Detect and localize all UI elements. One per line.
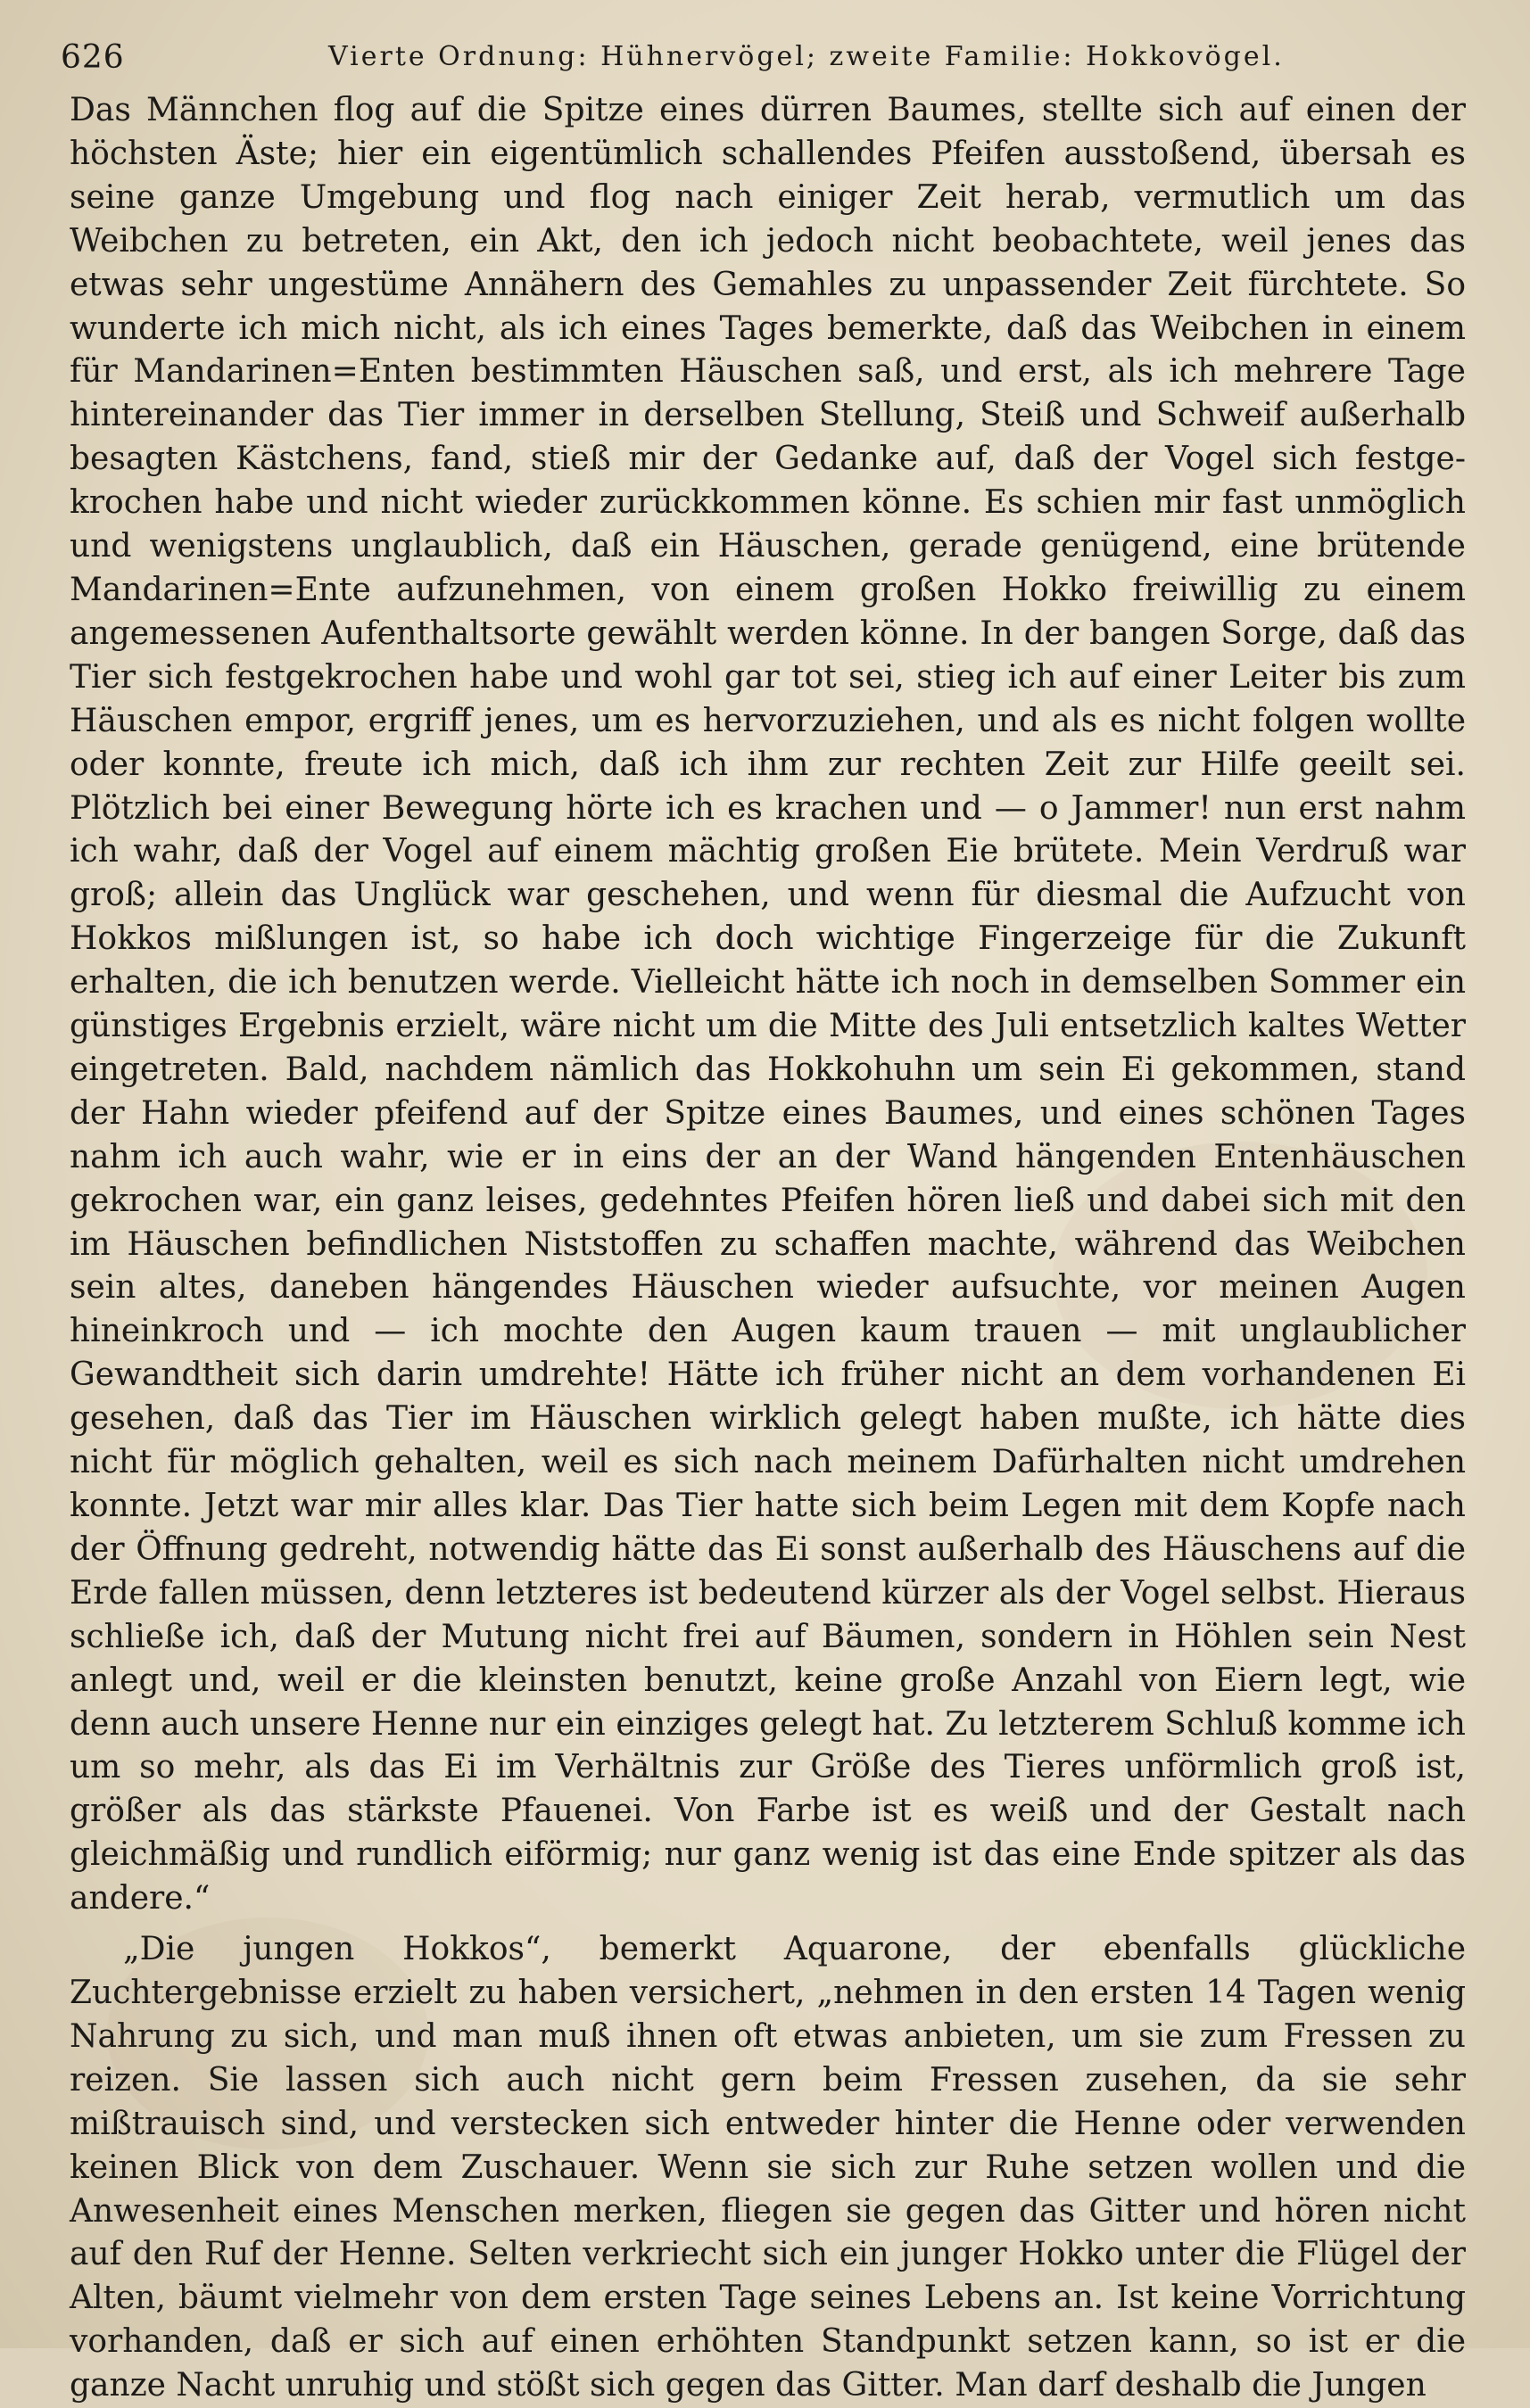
paragraph: „Die jungen Hokkos“, bemerkt Aquarone, der ebenfalls glückliche Zuchtergebnisse erzielt zu haben versichert, „nehmen in den ersten 14 Tagen wenig Nahrung zu sich, und man muß ihnen oft etwas anbieten, um sie zum Fressen zu reizen. Sie lassen sich auch nicht gern beim Fressen zusehen, da sie sehr mißtrauisch sind, und verstecken sich entweder hinter die Henne oder verwenden keinen Blick von dem Zuschauer. Wenn sie sich zur Ruhe setzen wollen und die Anwesenheit eines Menschen merken, fliegen sie gegen das Gitter und hören nicht auf den Ruf der Henne. Selten verkriecht sich ein junger Hokko unter die Flügel der Alten, bäumt vielmehr von dem ersten Tage seines Lebens an. Ist keine Vorrichtung vorhanden, daß er sich auf einen erhöhten Standpunkt setzen kann, so ist er die ganze Nacht unruhig und stößt sich gegen das Gitter. Man darf deshalb die Jungen — [70, 1931, 1466, 2404]
body-text — [70, 89, 1466, 2408]
page-header — [61, 34, 1470, 87]
running-title: Vierte Ordnung: Hühnervögel; zweite Familie: Hokkovögel. — [328, 41, 1285, 72]
paragraph: Das Männchen flog auf die Spitze eines dürren Baumes, stellte sich auf einen der höchsten Äste; hier ein eigentümlich schallendes Pfeifen ausstoßend, übersah es seine ganze Umgebung und flog nach einiger Zeit herab, vermutlich um das Weibchen zu betreten, ein Akt, den ich jedoch nicht beobachtete, weil jenes das etwas sehr ungestüme Annähern des Gemahles zu unpassender Zeit fürchtete. So wunderte ich mich nicht, als ich eines Tages bemerkte, daß das Weibchen in einem für Mandarinen=Enten bestimmten Häuschen saß, und erst, als ich mehrere Tage hintereinander das Tier immer in derselben Stellung, Steiß und Schweif außerhalb besagten Kästchens, fand, stieß mir der Gedanke auf, daß der Vogel sich festgekrochen habe und nicht wieder zurückkommen könne. Es schien mir fast unmöglich und wenigstens unglaublich, daß ein Häuschen, gerade genügend, eine brütende Mandarinen=Ente aufzunehmen, von einem großen Hokko freiwillig zu einem angemessenen Aufenthaltsorte gewählt werden könne. In der bangen Sorge, daß das Tier sich festgekrochen habe und wohl gar tot sei, stieg ich auf einer Leiter bis zum Häuschen empor, ergriff jenes, um es hervorzuziehen, und als es nicht folgen wollte oder konnte, freute ich mich, daß ich ihm zur rechten Zeit zur Hilfe geeilt sei. Plötzlich bei einer Bewegung hörte ich es krachen und — o Jammer! nun erst nahm ich wahr, daß der Vogel auf einem mächtig großen Eie brütete. Mein Verdruß war groß; allein das Unglück war geschehen, und wenn für diesmal die Aufzucht von Hokkos mißlungen ist, so habe ich doch wichtige Fingerzeige für die Zukunft erhalten, die ich benutzen werde. Vielleicht hätte ich noch in demselben Sommer ein günstiges Ergebnis erzielt, wäre nicht um die Mitte des Juli entsetzlich kaltes Wetter eingetreten. Bald, nachdem nämlich das Hokkohuhn um sein Ei gekommen, stand der Hahn wieder pfeifend auf der Spitze eines Baumes, und eines schönen Tages nahm ich auch wahr, wie er in eins der an der Wand hängenden Entenhäuschen gekrochen war, ein ganz leises, gedehntes Pfeifen hören ließ und dabei sich mit den im Häuschen befindlichen Niststoffen zu schaffen machte, während das Weibchen sein altes, daneben hängendes Häuschen wieder aufsuchte, vor meinen Augen hineinkroch und — ich mochte den Augen kaum trauen — mit unglaublicher Gewandtheit sich darin umdrehte! Hätte ich früher nicht an dem vorhandenen Ei gesehen, daß das Tier im Häuschen wirklich gelegt haben mußte, ich hätte dies nicht für möglich gehalten, weil es sich nach meinem Dafürhalten nicht umdrehen konnte. Jetzt war mir alles klar. Das Tier hatte sich beim Legen mit dem Kopfe nach der Öffnung gedreht, notwendig hätte das Ei sonst außerhalb des Häuschens auf die Erde fallen müssen, denn letzteres ist bedeutend kürzer als der Vogel selbst. Hieraus schließe ich, daß der Mutung nicht frei auf Bäumen, sondern in Höhlen sein Nest anlegt und, weil er die kleinsten benutzt, keine große Anzahl von Eiern legt, wie denn auch unsere Henne nur ein einziges gelegt hat. Zu letzterem Schluß komme ich um so mehr, als das Ei im Verhältnis zur Größe des Tieres unförmlich groß ist, größer als das stärkste Pfauenei. Von Farbe ist es weiß und der Gestalt nach gleichmäßig und rundlich eiförmig; nur ganz wenig ist das eine Ende spitzer als das andere.“ — [70, 92, 1466, 1917]
page-number: 626 — [61, 39, 125, 76]
